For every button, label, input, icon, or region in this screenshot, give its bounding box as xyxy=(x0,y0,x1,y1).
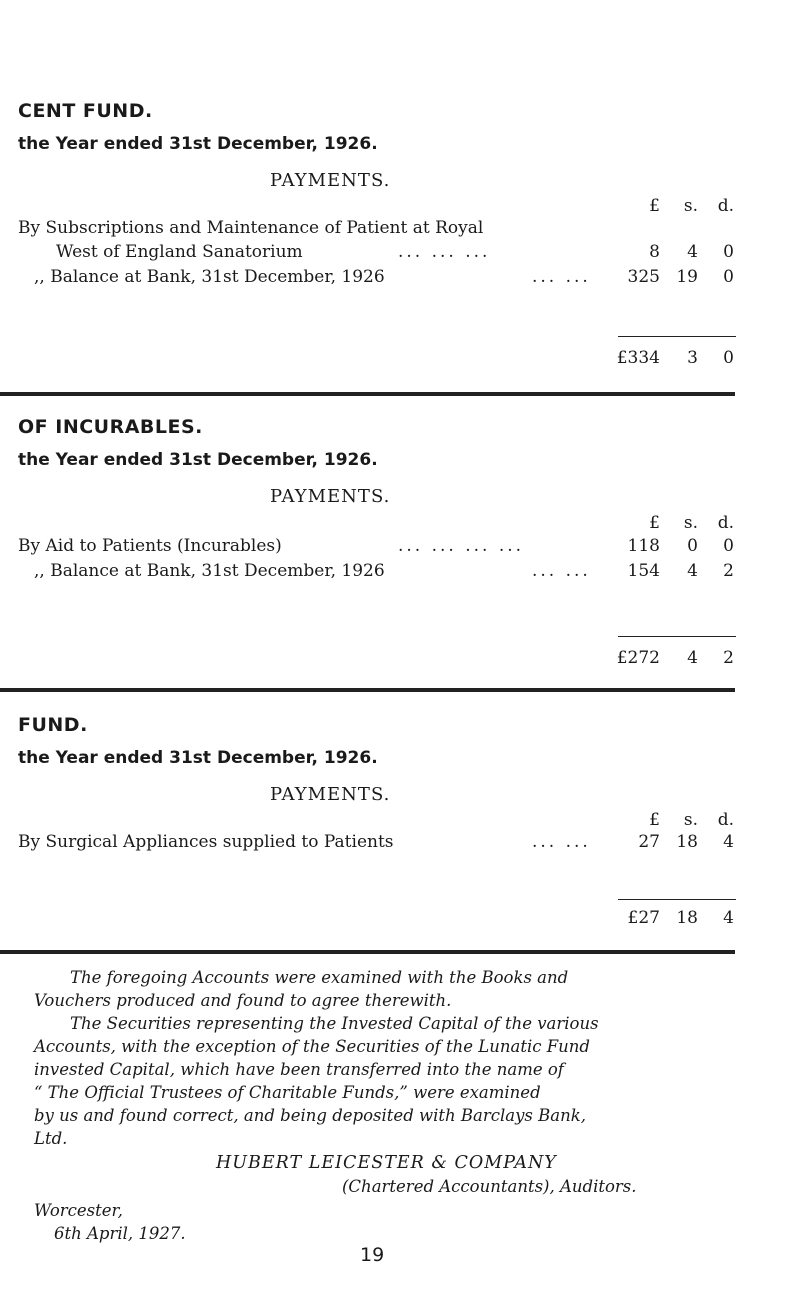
section-3-total-pence: 4 xyxy=(723,908,734,928)
section-1-row-1-text: By Subscriptions and Maintenance of Patient at Royal xyxy=(18,218,484,238)
section-2-row-1-pence: 0 xyxy=(723,536,734,556)
auditor-date: 6th April, 1927. xyxy=(54,1224,186,1243)
section-2-row-2-shillings: 4 xyxy=(687,561,698,581)
section-3-col-pounds: £ xyxy=(649,810,660,830)
auditor-firm-name: HUBERT LEICESTER & COMPANY xyxy=(216,1153,557,1173)
section-2-row-2-pence: 2 xyxy=(723,561,734,581)
section-2-total-shillings: 4 xyxy=(687,648,698,668)
section-3-row-1-shillings: 18 xyxy=(676,832,698,852)
section-2-row-2-pounds: 154 xyxy=(627,561,660,581)
section-divider xyxy=(0,392,735,396)
section-3-col-pence: d. xyxy=(717,810,734,830)
auditor-note-line: Accounts, with the exception of the Securities of the Lunatic Fund xyxy=(34,1037,590,1056)
section-2-row-1-pounds: 118 xyxy=(627,536,660,556)
section-1-row-3-pounds: 325 xyxy=(627,267,660,287)
section-2-col-pence: d. xyxy=(717,513,734,533)
section-2-subheading: the Year ended 31st December, 1926. xyxy=(18,450,378,470)
auditor-note-line: The Securities representing the Invested Capital of the various xyxy=(70,1014,599,1033)
section-3-row-1-dots: ... ... xyxy=(532,832,591,852)
section-3-row-1-text: By Surgical Appliances supplied to Patients xyxy=(18,832,394,852)
section-2-total-pence: 2 xyxy=(723,648,734,668)
section-1-row-3-shillings: 19 xyxy=(676,267,698,287)
section-1-row-2-dots: ... ... ... xyxy=(398,242,491,262)
section-1-total-rule xyxy=(618,336,736,337)
section-2-row-1-dots: ... ... ... ... xyxy=(398,536,525,556)
section-3-heading: FUND. xyxy=(18,714,88,736)
section-1-row-2-text: West of England Sanatorium xyxy=(56,242,303,262)
section-1-row-3-dots: ... ... xyxy=(532,267,591,287)
section-2-payments-label: PAYMENTS. xyxy=(270,486,391,507)
section-1-heading: CENT FUND. xyxy=(18,100,153,122)
section-1-row-2-pounds: 8 xyxy=(649,242,660,262)
page-number: 19 xyxy=(360,1244,385,1266)
section-1-col-shillings: s. xyxy=(683,196,698,216)
section-divider xyxy=(0,688,735,692)
section-3-row-1-pence: 4 xyxy=(723,832,734,852)
section-1-payments-label: PAYMENTS. xyxy=(270,170,391,191)
section-2-col-shillings: s. xyxy=(683,513,698,533)
auditor-note-line: The foregoing Accounts were examined with the Books and xyxy=(70,968,569,987)
section-1-subheading: the Year ended 31st December, 1926. xyxy=(18,134,378,154)
section-1-row-3-pence: 0 xyxy=(723,267,734,287)
section-1-total-pounds: £334 xyxy=(616,348,660,368)
auditor-note-line: Ltd. xyxy=(34,1129,68,1148)
section-1-total-shillings: 3 xyxy=(687,348,698,368)
section-2-row-2-dots: ... ... xyxy=(532,561,591,581)
auditor-note-line: “ The Official Trustees of Charitable Funds,” were examined xyxy=(34,1083,541,1102)
auditor-note-line: invested Capital, which have been transferred into the name of xyxy=(34,1060,564,1079)
section-2-col-pounds: £ xyxy=(649,513,660,533)
section-3-payments-label: PAYMENTS. xyxy=(270,784,391,805)
section-1-col-pence: d. xyxy=(717,196,734,216)
section-2-total-rule xyxy=(618,636,736,637)
auditor-firm-role: (Chartered Accountants), Auditors. xyxy=(342,1177,637,1196)
auditor-place: Worcester, xyxy=(34,1201,123,1220)
section-3-row-1-pounds: 27 xyxy=(638,832,660,852)
section-1-row-2-pence: 0 xyxy=(723,242,734,262)
section-3-total-pounds: £27 xyxy=(627,908,660,928)
section-3-total-shillings: 18 xyxy=(676,908,698,928)
section-3-subheading: the Year ended 31st December, 1926. xyxy=(18,748,378,768)
section-3-total-rule xyxy=(618,899,736,900)
section-2-heading: OF INCURABLES. xyxy=(18,416,203,438)
section-divider xyxy=(0,950,735,954)
auditor-note-line: by us and found correct, and being deposited with Barclays Bank, xyxy=(34,1106,586,1125)
section-2-total-pounds: £272 xyxy=(616,648,660,668)
section-1-row-3-text: ,, Balance at Bank, 31st December, 1926 xyxy=(34,267,385,287)
section-2-row-1-shillings: 0 xyxy=(687,536,698,556)
section-1-total-pence: 0 xyxy=(723,348,734,368)
section-1-col-pounds: £ xyxy=(649,196,660,216)
section-1-row-2-shillings: 4 xyxy=(687,242,698,262)
section-2-row-2-text: ,, Balance at Bank, 31st December, 1926 xyxy=(34,561,385,581)
section-3-col-shillings: s. xyxy=(683,810,698,830)
auditor-note-line: Vouchers produced and found to agree therewith. xyxy=(34,991,452,1010)
section-2-row-1-text: By Aid to Patients (Incurables) xyxy=(18,536,282,556)
